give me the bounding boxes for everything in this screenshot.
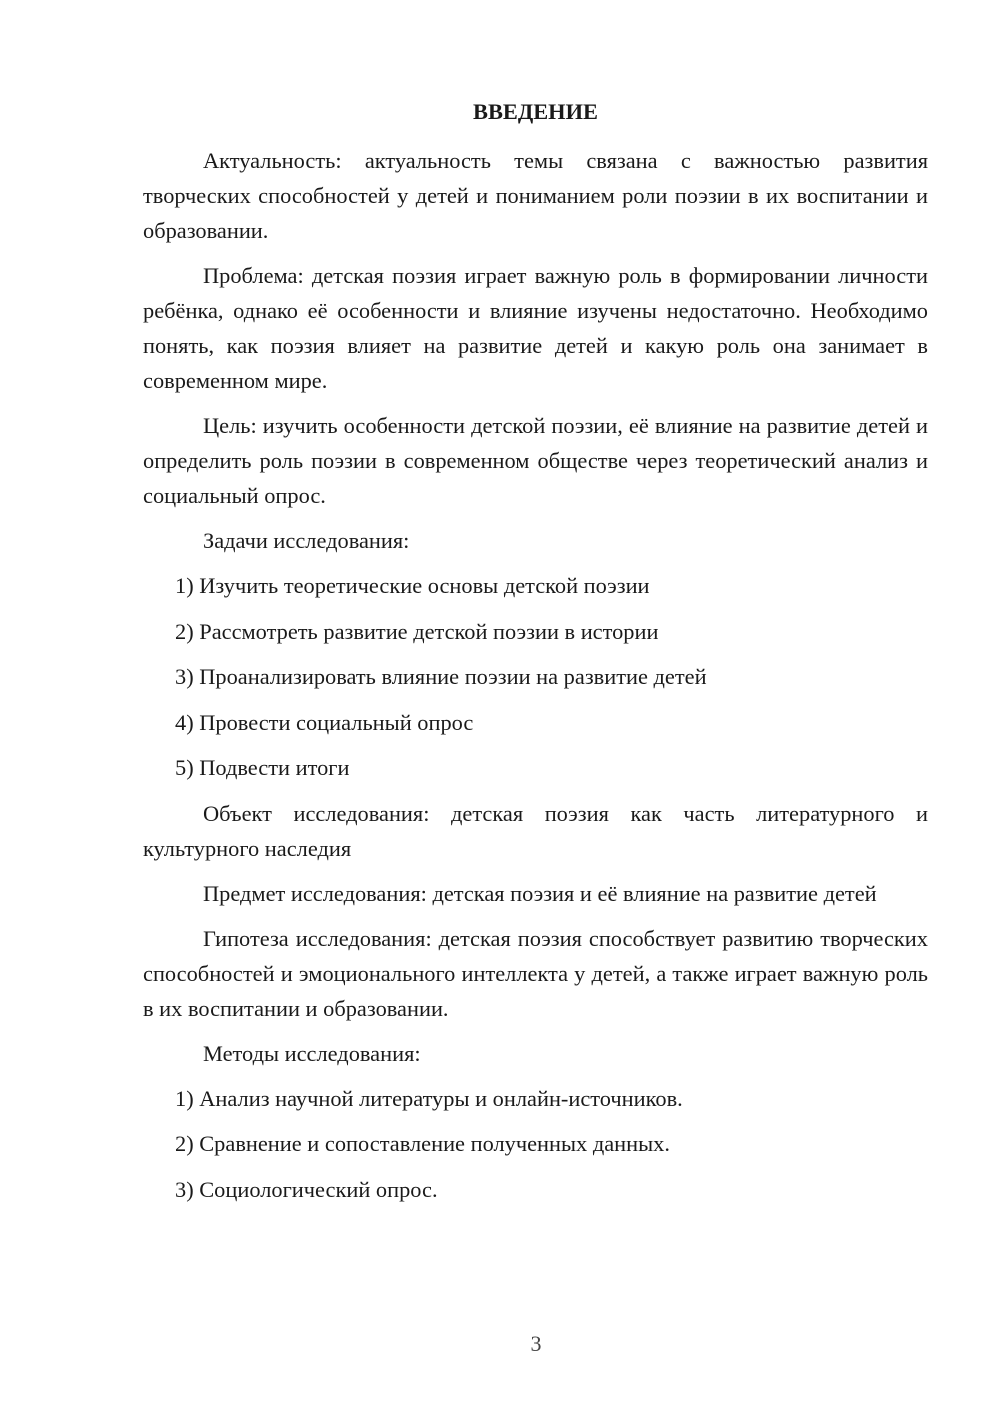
tasks-heading: Задачи исследования: (203, 528, 410, 553)
goal-paragraph: Цель: изучить особенности детской поэзии, её влияние на развитие детей и определить роль поэзии в современном обществе через теоретический анализ и социальный опрос. (143, 413, 928, 508)
method-item: 1) Анализ научной литературы и онлайн-источников. (175, 1085, 683, 1111)
document-page (143, 94, 928, 1217)
task-item: 4) Провести социальный опрос (175, 709, 474, 735)
relevance-paragraph: Актуальность: актуальность темы связана с важностью развития творческих способностей у детей и пониманием роли поэзии в их воспитании и образовании. (143, 148, 928, 243)
problem-paragraph: Проблема: детская поэзия играет важную роль в формировании личности ребёнка, однако её особенности и влияние изучены недостаточно. Необходимо понять, как поэзия влияет на развитие детей и какую роль она занимает в современном мире. (143, 263, 928, 393)
task-item: 1) Изучить теоретические основы детской поэзии (175, 573, 650, 598)
method-item: 3) Социологический опрос. (175, 1176, 438, 1202)
page-number: 3 (530, 1331, 542, 1356)
task-item: 3) Проанализировать влияние поэзии на развитие детей (175, 664, 707, 689)
hypothesis-paragraph: Гипотеза исследования: детская поэзия способствует развитию творческих способностей и эмоционального интеллекта у детей, а также играет важную роль в их воспитании и образовании. (143, 925, 928, 1021)
task-item: 2) Рассмотреть развитие детской поэзии в истории (175, 618, 659, 644)
methods-list (143, 1081, 928, 1207)
methods-heading: Методы исследования: (203, 1040, 421, 1066)
object-paragraph: Объект исследования: детская поэзия как часть литературного и культурного наследия (143, 800, 928, 861)
task-item: 5) Подвести итоги (175, 755, 350, 780)
tasks-list (143, 568, 928, 785)
subject-paragraph: Предмет исследования: детская поэзия и её влияние на развитие детей (203, 880, 877, 906)
page-title: ВВЕДЕНИЕ (473, 99, 598, 124)
method-item: 2) Сравнение и сопоставление полученных данных. (175, 1131, 670, 1156)
